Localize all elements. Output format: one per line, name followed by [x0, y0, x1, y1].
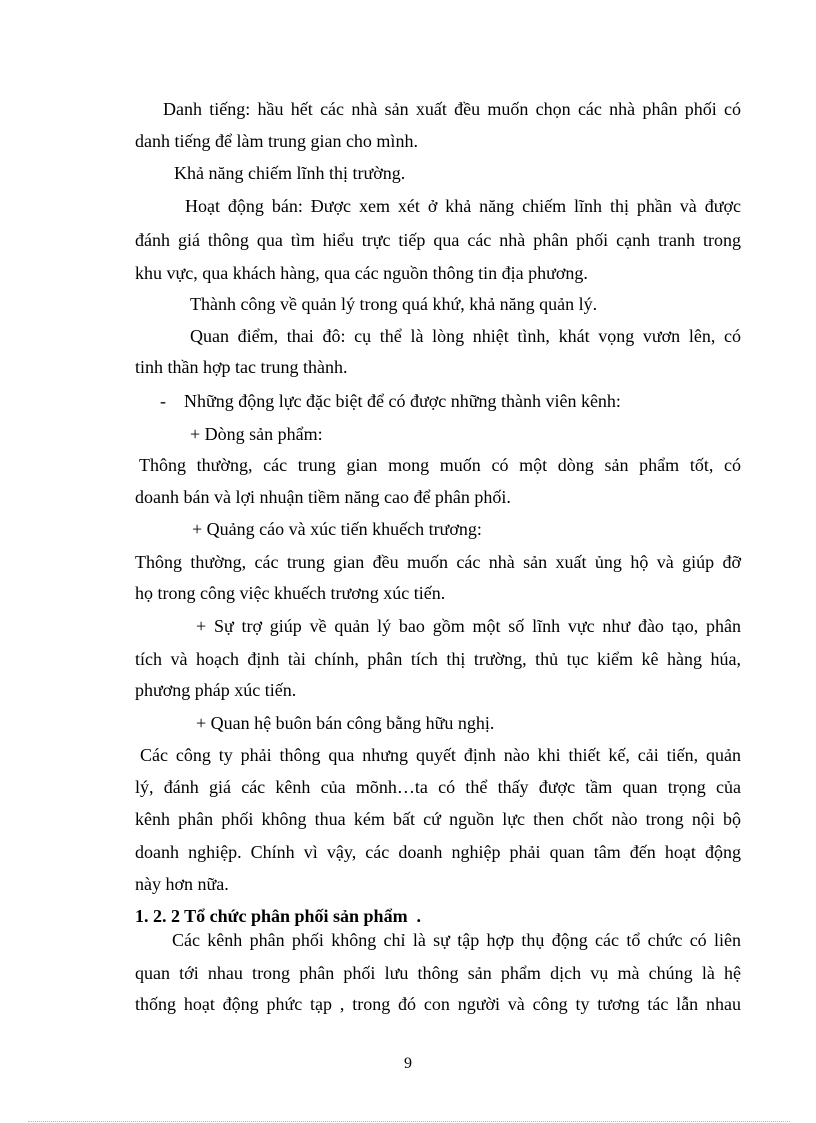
paragraph-line: tích và hoạch định tài chính, phân tích thị trường, thủ tục kiểm kê hàng húa, — [135, 649, 741, 669]
paragraph-line: khu vực, qua khách hàng, qua các nguồn thông tin địa phương. — [135, 263, 588, 283]
paragraph-line: Khả năng chiếm lĩnh thị trường. — [174, 163, 406, 183]
bullet-item: - Những động lực đặc biệt để có được những thành viên kênh: — [160, 391, 621, 411]
paragraph-line: Hoạt động bán: Được xem xét ở khả năng chiếm lĩnh thị phần và được — [185, 196, 741, 216]
paragraph-line: quan tới nhau trong phân phối lưu thông sản phẩm dịch vụ mà chúng là hệ — [135, 963, 741, 983]
paragraph-line: này hơn nữa. — [135, 874, 229, 894]
paragraph-line: Quan điểm, thai đô: cụ thể là lòng nhiệt tình, khát vọng vươn lên, có — [190, 326, 741, 346]
sub-heading: + Quan hệ buôn bán công bằng hữu nghị. — [196, 713, 495, 733]
paragraph-line: doanh bán và lợi nhuận tiềm năng cao để phân phối. — [135, 487, 511, 507]
sub-heading: + Dòng sản phẩm: — [190, 424, 323, 444]
paragraph-line: + Sự trợ giúp về quản lý bao gồm một số lĩnh vực như đào tạo, phân — [196, 616, 741, 636]
paragraph-line: kênh phân phối không thua kém bất cứ nguồn lực then chốt nào trong nội bộ — [135, 809, 741, 829]
paragraph-line: phương pháp xúc tiến. — [135, 680, 297, 700]
paragraph-line: họ trong công việc khuếch trương xúc tiến. — [135, 583, 446, 603]
paragraph-line: Thông thường, các trung gian đều muốn các nhà sản xuất ủng hộ và giúp đỡ — [135, 552, 741, 572]
paragraph-line: Các kênh phân phối không chỉ là sự tập hợp thụ động các tổ chức có liên — [172, 930, 741, 950]
paragraph-line: Danh tiếng: hầu hết các nhà sản xuất đều muốn chọn các nhà phân phối có — [163, 99, 741, 119]
paragraph-line: đánh giá thông qua tìm hiểu trực tiếp qua các nhà phân phối cạnh tranh trong — [135, 230, 741, 250]
sub-heading: + Quảng cáo và xúc tiến khuếch trương: — [192, 519, 482, 539]
page-number: 9 — [404, 1055, 412, 1072]
paragraph-line: Thành công về quản lý trong quá khứ, khả năng quản lý. — [190, 294, 598, 314]
paragraph-line: danh tiếng để làm trung gian cho mình. — [135, 131, 418, 151]
paragraph-line: Thông thường, các trung gian mong muốn có một dòng sản phẩm tốt, có — [139, 455, 741, 475]
paragraph-line: doanh nghiệp. Chính vì vậy, các doanh nghiệp phải quan tâm đến hoạt động — [135, 842, 741, 862]
paragraph-line: Các công ty phải thông qua nhưng quyết định nào khi thiết kế, cải tiến, quản — [140, 745, 741, 765]
page-bottom-divider — [28, 1121, 790, 1122]
section-heading: 1. 2. 2 Tổ chức phân phối sản phẩm . — [135, 906, 422, 926]
paragraph-line: tinh thần hợp tac trung thành. — [135, 357, 348, 377]
paragraph-line: lý, đánh giá các kênh của mõnh…ta có thể thấy được tầm quan trọng của — [135, 777, 741, 797]
paragraph-line: thống hoạt động phức tạp , trong đó con người và công ty tương tác lẫn nhau — [135, 994, 741, 1014]
